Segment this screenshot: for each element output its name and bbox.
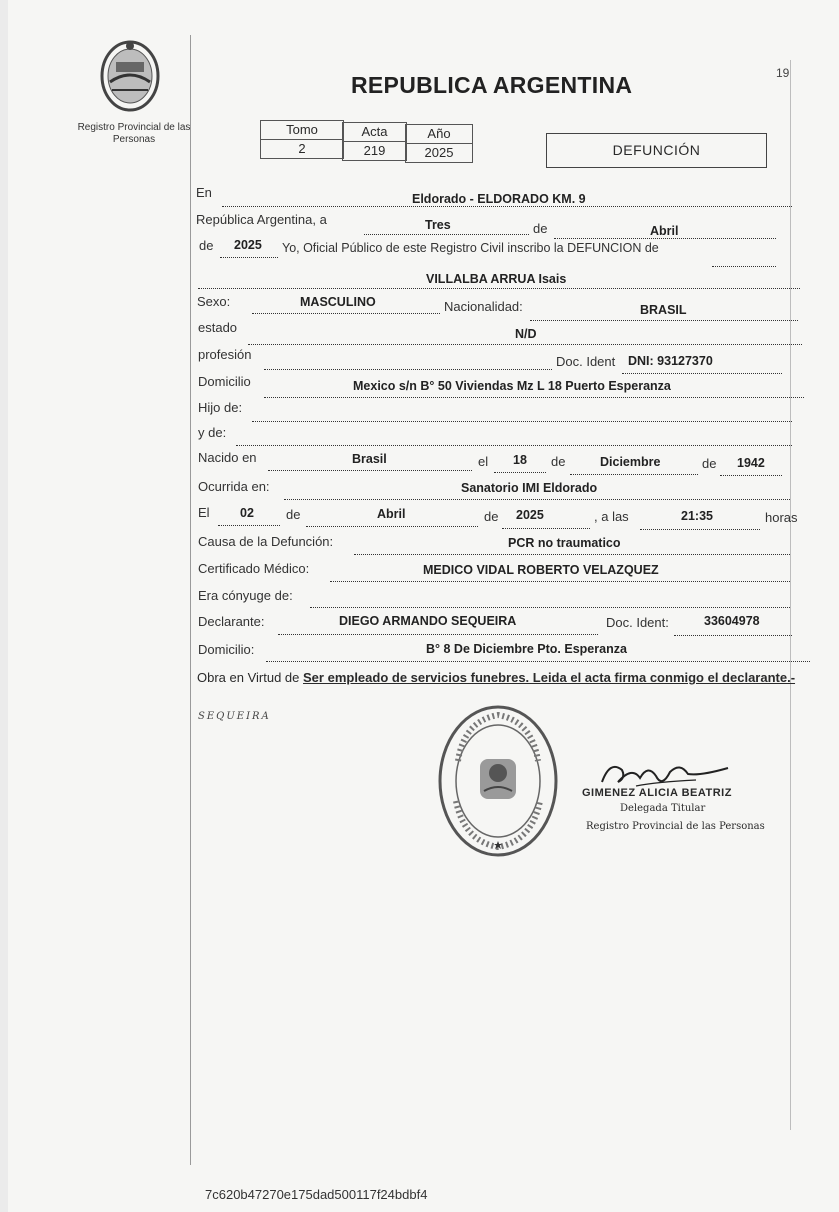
line-declarante: [278, 633, 598, 635]
left-margin-line: [190, 35, 191, 1165]
line-anio: [220, 256, 278, 258]
value-def-dia: 02: [240, 506, 254, 520]
table-header-acta: Acta: [342, 122, 407, 142]
label-doc-ident-2: Doc. Ident:: [606, 615, 669, 630]
line-causa: [354, 553, 790, 555]
value-declarante: DIEGO ARMANDO SEQUEIRA: [339, 614, 517, 628]
line-defuncion-de: [712, 265, 776, 267]
label-causa: Causa de la Defunción:: [198, 534, 334, 549]
label-de-1: de: [533, 221, 548, 236]
label-certificado: Certificado Médico:: [198, 561, 310, 576]
label-declarante: Declarante:: [198, 614, 265, 629]
value-nac-anio: 1942: [737, 456, 765, 470]
label-doc-ident: Doc. Ident: [556, 354, 616, 369]
line-nacido-en: [268, 469, 472, 471]
label-de-5: de: [286, 507, 301, 522]
table-header-tomo: Tomo: [260, 120, 344, 140]
line-y-de: [236, 444, 792, 446]
label-sexo: Sexo:: [197, 294, 231, 309]
label-y-de: y de:: [198, 425, 227, 440]
value-def-hora: 21:35: [681, 509, 713, 523]
line-nac-mes: [570, 473, 698, 475]
line-nombre: [198, 287, 800, 289]
value-nacionalidad: BRASIL: [640, 303, 687, 317]
label-de-3: de: [551, 454, 566, 469]
value-nac-dia: 18: [513, 453, 527, 467]
table-value-tomo: 2: [260, 139, 344, 159]
value-mes-texto: Abril: [650, 224, 679, 238]
value-lugar: Eldorado - ELDORADO KM. 9: [412, 192, 586, 206]
label-de-2: de: [199, 238, 214, 253]
label-nacido-en: Nacido en: [198, 450, 257, 465]
label-obra-prefix: Obra en Virtud de: [197, 670, 300, 685]
table-header-anio: Año: [405, 124, 473, 144]
label-horas: horas: [765, 510, 798, 525]
line-estado: [248, 343, 802, 345]
official-stamp: [434, 701, 562, 861]
label-a-las: , a las: [594, 509, 629, 524]
declarant-signature: SEQUEIRA: [198, 711, 271, 722]
label-republica: República Argentina, a: [196, 212, 327, 227]
line-profesion: [264, 368, 552, 370]
line-hijo-de: [252, 420, 792, 422]
label-domicilio: Domicilio: [198, 374, 251, 389]
label-el-2: El: [198, 505, 210, 520]
signer-organization: Registro Provincial de las Personas: [586, 821, 765, 832]
line-sexo: [252, 312, 440, 314]
document-hash: 7c620b47270e175dad500117f24bdbf4: [205, 1187, 428, 1202]
document-page: [8, 0, 839, 1212]
label-en: En: [196, 185, 212, 200]
value-domicilio: Mexico s/n B° 50 Viviendas Mz L 18 Puerto Esperanza: [353, 379, 671, 393]
label-profesion: profesión: [198, 347, 252, 362]
line-conyuge: [310, 606, 790, 608]
value-def-mes: Abril: [377, 507, 406, 521]
line-doc: [622, 372, 782, 374]
label-de-4: de: [702, 456, 717, 471]
line-def-mes: [306, 525, 478, 527]
label-domicilio-2: Domicilio:: [198, 642, 255, 657]
label-ocurrida-en: Ocurrida en:: [198, 479, 270, 494]
line-def-dia: [218, 524, 280, 526]
label-nacionalidad: Nacionalidad:: [444, 299, 523, 314]
line-declarante-domicilio: [266, 660, 810, 662]
value-certificado: MEDICO VIDAL ROBERTO VELAZQUEZ: [423, 563, 659, 577]
line-declarante-doc: [674, 634, 792, 636]
value-ocurrida: Sanatorio IMI Eldorado: [461, 481, 598, 495]
province-seal-logo: [92, 38, 168, 114]
page-number: 19: [776, 66, 790, 80]
record-type-box: DEFUNCIÓN: [546, 133, 767, 168]
line-def-anio: [502, 527, 590, 529]
value-doc: DNI: 93127370: [628, 354, 713, 368]
value-def-anio: 2025: [516, 508, 544, 522]
value-sexo: MASCULINO: [300, 295, 376, 309]
line-certificado: [330, 580, 790, 582]
document-title: REPUBLICA ARGENTINA: [351, 72, 633, 98]
value-declarante-domicilio: B° 8 De Diciembre Pto. Esperanza: [426, 642, 627, 656]
table-value-anio: 2025: [405, 143, 473, 163]
value-dia-texto: Tres: [425, 218, 451, 232]
value-declarante-doc: 33604978: [704, 614, 760, 628]
value-anio: 2025: [234, 238, 262, 252]
line-domicilio: [264, 396, 804, 398]
table-value-acta: 219: [342, 141, 407, 161]
signer-role: Delegada Titular: [620, 803, 706, 814]
label-hijo-de: Hijo de:: [198, 400, 243, 415]
label-estado: estado: [198, 320, 238, 335]
value-nacido-en: Brasil: [352, 452, 387, 466]
label-conyuge: Era cónyuge de:: [198, 588, 293, 603]
signer-name: GIMENEZ ALICIA BEATRIZ: [582, 787, 732, 799]
value-nac-mes: Diciembre: [600, 455, 661, 469]
obra-en-virtud-text: [197, 668, 812, 687]
line-nacionalidad: [530, 319, 798, 321]
line-def-hora: [640, 528, 760, 530]
line-nac-dia: [494, 471, 546, 473]
registry-caption: Registro Provincial de las Personas: [77, 122, 191, 145]
value-causa: PCR no traumatico: [508, 536, 621, 550]
line-ocurrida: [284, 498, 790, 500]
line-dia: [364, 233, 529, 235]
label-yo-text: Yo, Oficial Público de este Registro Civil inscribo la DEFUNCION de: [282, 241, 659, 255]
value-obra-text: Ser empleado de servicios funebres. Leida el acta firma conmigo el declarante.-: [303, 670, 796, 685]
label-de-6: de: [484, 509, 499, 524]
value-nombre: VILLALBA ARRUA Isais: [426, 272, 567, 286]
line-nac-anio: [720, 474, 782, 476]
right-margin-line: [790, 60, 791, 1130]
label-el: el: [478, 454, 489, 469]
value-estado: N/D: [515, 327, 537, 341]
